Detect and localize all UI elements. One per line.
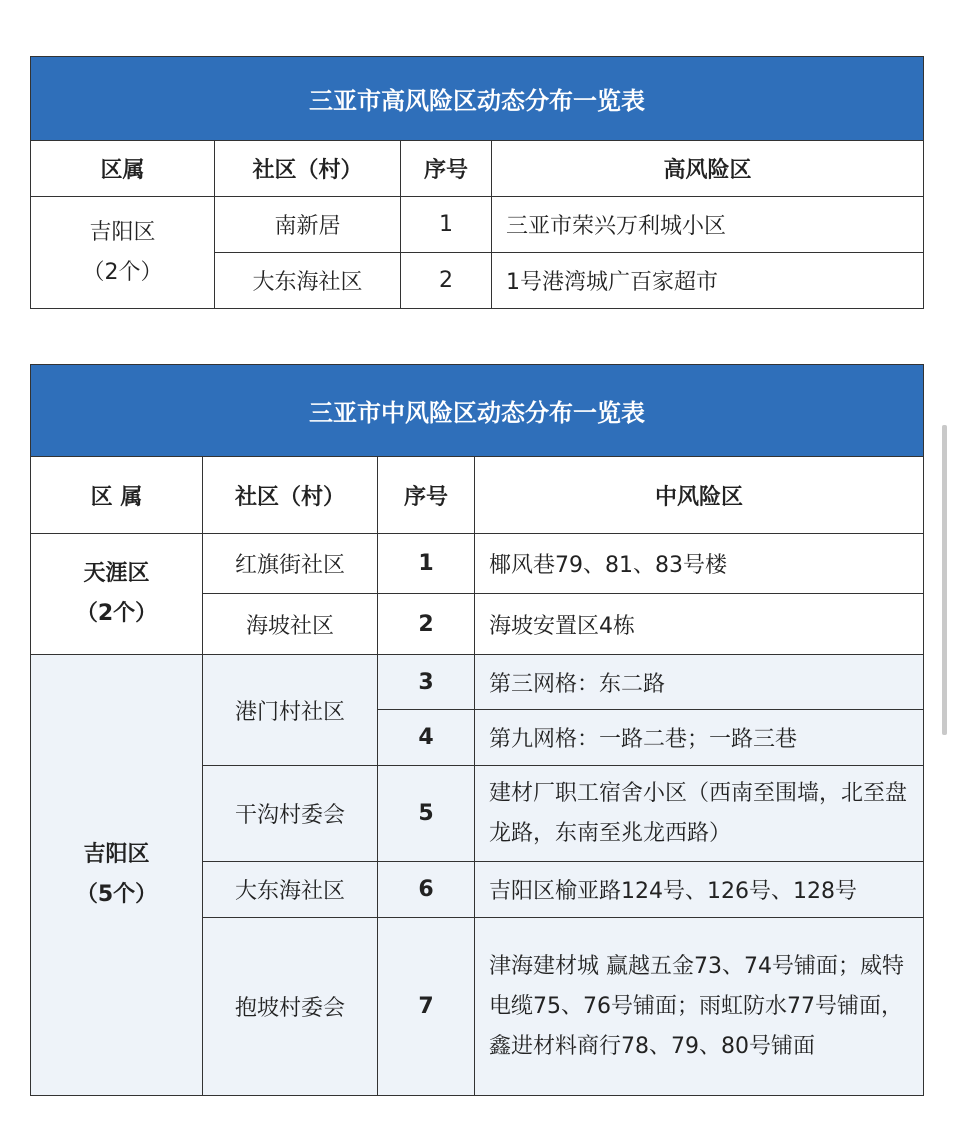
- header-high-risk-area: 高风险区: [492, 141, 924, 197]
- community-cell: 港门村社区: [203, 655, 378, 766]
- high-risk-title: 三亚市高风险区动态分布一览表: [31, 57, 924, 141]
- community-cell: 红旗街社区: [203, 534, 378, 594]
- number-cell: 5: [378, 766, 475, 862]
- area-cell: 第九网格：一路二巷；一路三巷: [475, 710, 924, 766]
- area-cell: 建材厂职工宿舍小区（西南至围墙，北至盘龙路，东南至兆龙西路）: [475, 766, 924, 862]
- header-number: 序号: [378, 457, 475, 534]
- area-cell: 1号港湾城广百家超市: [492, 253, 924, 309]
- district-cell-jiyang: [31, 197, 215, 309]
- area-cell: 吉阳区榆亚路124号、126号、128号: [475, 862, 924, 918]
- area-cell: 第三网格：东二路: [475, 655, 924, 710]
- area-cell: 三亚市荣兴万利城小区: [492, 197, 924, 253]
- community-cell: 海坡社区: [203, 594, 378, 655]
- number-cell: 6: [378, 862, 475, 918]
- community-cell: 大东海社区: [215, 253, 401, 309]
- header-medium-risk-area: 中风险区: [475, 457, 924, 534]
- district-cell-jiyang: [31, 655, 203, 1096]
- district-count: （5个）: [75, 882, 158, 907]
- header-number: 序号: [401, 141, 492, 197]
- district-count: （2个）: [82, 259, 163, 285]
- area-cell: 海坡安置区4栋: [475, 594, 924, 655]
- header-community: 社区（村）: [215, 141, 401, 197]
- area-cell: 津海建材城 赢越五金73、74号铺面；威特电缆75、76号铺面；雨虹防水77号铺面，鑫进材料商行78、79、80号铺面: [475, 918, 924, 1096]
- district-cell-tianya: [31, 534, 203, 655]
- number-cell: 4: [378, 710, 475, 766]
- header-district: 区 属: [31, 457, 203, 534]
- district-count: （2个）: [75, 601, 158, 626]
- community-cell: 抱坡村委会: [203, 918, 378, 1096]
- district-name: 吉阳区: [89, 219, 156, 245]
- area-cell: 椰风巷79、81、83号楼: [475, 534, 924, 594]
- community-cell: 南新居: [215, 197, 401, 253]
- district-name: 吉阳区: [83, 842, 150, 867]
- number-cell: 2: [378, 594, 475, 655]
- header-community: 社区（村）: [203, 457, 378, 534]
- community-cell: 大东海社区: [203, 862, 378, 918]
- scrollbar[interactable]: [942, 425, 947, 735]
- number-cell: 1: [401, 197, 492, 253]
- district-name: 天涯区: [83, 561, 150, 586]
- number-cell: 3: [378, 655, 475, 710]
- community-cell: 干沟村委会: [203, 766, 378, 862]
- number-cell: 2: [401, 253, 492, 309]
- number-cell: 1: [378, 534, 475, 594]
- high-risk-table: [30, 56, 924, 309]
- medium-risk-title: 三亚市中风险区动态分布一览表: [31, 365, 924, 457]
- medium-risk-table: [30, 364, 924, 1096]
- header-district: 区属: [31, 141, 215, 197]
- number-cell: 7: [378, 918, 475, 1096]
